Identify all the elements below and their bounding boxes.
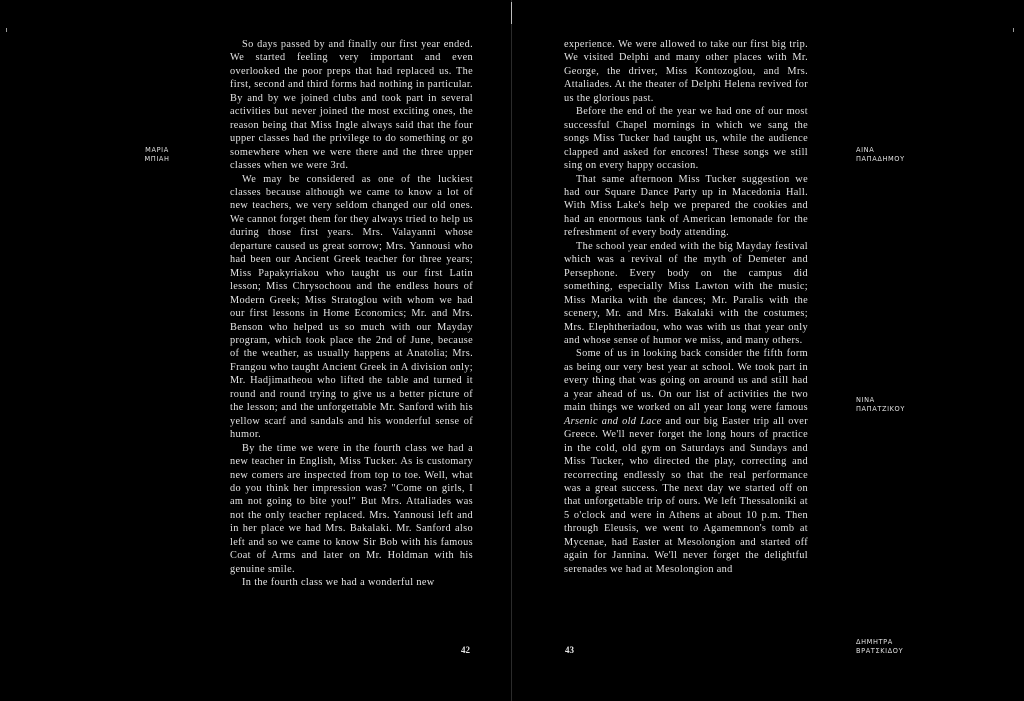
paragraph: experience. We were allowed to take our first big trip. We visited Delphi and many other places with Mr. George, the driver, Miss Kontozoglou, and Mrs. Attaliades. At the theater of Delphi Helena revived for us the glorious past. <box>564 39 808 104</box>
signature-right-3 <box>856 638 903 656</box>
signature-line: ΝΙΝΑ <box>856 396 875 404</box>
signature-line: ΒΡΑΤΣΚΙΔΟΥ <box>856 647 904 655</box>
signature-line: ΑΙΝΑ <box>856 146 875 154</box>
signature-right-1 <box>856 146 905 164</box>
paragraph: We may be considered as one of the luckiest classes because although we came to know a lot of new teachers, we very seldom changed our old ones. We cannot forget them for they always tried to help us during those first years. Mrs. Valayanni whose departure caused us great sorrow; Mrs. Yannousi who had been our Ancient Greek teacher for three years; Miss Papakyriakou who taught us our first Latin lesson; Miss Chrysochoou and the endless hours of Modern Greek; Miss Stratoglou with whom we had our first lessons in Home Economics; Mr. and Mrs. Benson who helped us so much with our Mayday program, which took place the 2nd of June, because of the weather, as usually happens at Anatolia; Mrs. Frangou who taught Ancient Greek in A division only; Mr. Hadjimatheou who lifted the table and turned it round and round trying to give us a better picture of the lesson; and the unforgettable Mr. Sanford with his yellow scarf and sandals and his wonderful sense of humor. <box>230 173 473 441</box>
right-text-column <box>564 38 808 576</box>
signature-line: ΜΑΡΙΑ <box>145 146 169 154</box>
signature-line: ΜΠΙΑΗ <box>144 155 170 163</box>
paragraph-text: and our big Easter trip all over Greece. We'll never forget the long hours of practice in the cold, old gym on Saturdays and Sundays and Miss Tucker, who directed the play, correcting and recorrecting endlessly so that the real performance was a great success. The next day we started off on that unforgettable trip of ours. We left Thessaloniki at 5 o'clock and were in Athens at about 10 p.m. Then through Eleusis, we went to Agamemnon's tomb at Mycenae, had Easter at Mesolongion and started off again for Jannina. We'll never forget the delightful serenades we had at Mesolongion and <box>564 415 808 575</box>
signature-left <box>137 146 177 164</box>
signature-right-2 <box>856 396 905 414</box>
left-text-column <box>230 38 473 590</box>
signature-line: ΔΗΜΗΤΡΑ <box>856 638 893 646</box>
paragraph <box>564 347 808 576</box>
play-title: Arsenic and old Lace <box>564 415 662 427</box>
scan-mark <box>6 28 7 32</box>
paragraph: Before the end of the year we had one of our most successful Chapel mornings in which we sang the songs Miss Tucker had taught us, while the audience clapped and asked for encores! These songs we still sing on every happy occasion. <box>564 106 808 172</box>
page-number-left: 42 <box>461 645 470 655</box>
paragraph: The school year ended with the big Mayday festival which was a revival of the myth of Demeter and Persephone. Every body on the campus did something, especially Miss Lawton with the music; Miss Marika with the dances; Mr. Paralis with the scenery, Mr. and Mrs. Bakalaki with the costumes; Mrs. Elephtheriadou, who was with us that year only and whose sense of humor we miss, and many others. <box>564 240 808 346</box>
page-number-right: 43 <box>565 645 574 655</box>
paragraph: That same afternoon Miss Tucker suggestion we had our Square Dance Party up in Macedonia Hall. With Miss Lake's help we prepared the cookies and had an enormous tank of American lemonade for the refreshment of every body attending. <box>564 173 808 239</box>
right-page <box>512 0 1024 701</box>
paragraph: In the fourth class we had a wonderful new <box>242 577 435 589</box>
scan-mark <box>1013 28 1014 32</box>
signature-line: ΠΑΠΑΔΗΜΟΥ <box>856 155 905 163</box>
paragraph-text: Some of us in looking back consider the fifth form as being our very best year at school. We took part in every thing that was going on around us and still had a year ahead of us. On our list of activities the two main things we worked on all year long were famous <box>564 348 808 414</box>
paragraph: By the time we were in the fourth class we had a new teacher in English, Miss Tucker. As is customary new comers are inspected from top to toe. Well, what do you think her impression was? "Come on girls, I am not going to bite you!" But Mrs. Attaliades was not the only teacher replaced. Mrs. Yannousi left and in her place we had Mrs. Bakalaki. Mr. Sanford also left and so we came to know Sir Bob with his famous Coat of Arms and later on Mr. Holdman with his genuine smile. <box>230 442 473 575</box>
paragraph: So days passed by and finally our first year ended. We started feeling very important and even overlooked the poor preps that had replaced us. The first, second and third forms had nothing in particular. By and by we joined clubs and took part in several activities but never joined the most exciting ones, the reason being that Miss Ingle always said that the four upper classes had the privilege to do something or go somewhere when we were there and the three upper classes when we were 3rd. <box>230 39 473 172</box>
signature-line: ΠΑΠΑΤΖΙΚΟΥ <box>856 405 905 413</box>
